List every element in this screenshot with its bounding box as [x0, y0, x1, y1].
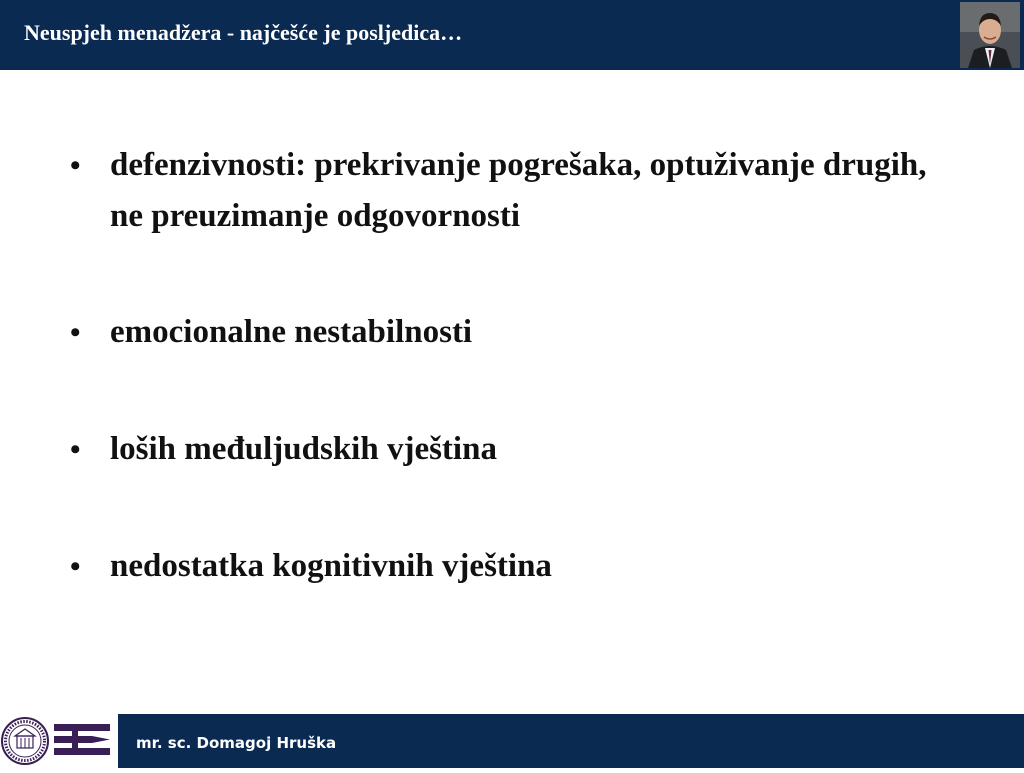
- bullet-item: [70, 307, 950, 358]
- slide-footer: [0, 714, 1024, 768]
- footer-bar: [118, 714, 1024, 768]
- bullet-marker: •: [70, 550, 81, 583]
- bullet-text: defenzivnosti: prekrivanje pogrešaka, optuživanje drugih, ne preuzimanje odgovornosti: [110, 147, 927, 234]
- slide-header: [0, 0, 1024, 70]
- bullet-marker: •: [70, 316, 81, 349]
- bullet-marker: •: [70, 433, 81, 466]
- presenter-photo: [960, 2, 1020, 68]
- bullet-text: emocionalne nestabilnosti: [110, 314, 473, 350]
- bullet-text: nedostatka kognitivnih vještina: [110, 548, 552, 584]
- presenter-photo-image: [960, 2, 1020, 68]
- footer-logos: [0, 714, 118, 768]
- faculty-logo-icon: [52, 720, 112, 760]
- bullet-text: loših međuljudskih vještina: [110, 431, 497, 467]
- author-name: mr. sc. Domagoj Hruška: [136, 734, 337, 752]
- bullet-list: [70, 140, 950, 658]
- bullet-item: [70, 541, 950, 592]
- slide-title: Neuspjeh menadžera - najčešće je posljedica…: [24, 20, 463, 45]
- bullet-item: [70, 140, 950, 242]
- bullet-marker: •: [70, 149, 81, 182]
- bullet-item: [70, 424, 950, 475]
